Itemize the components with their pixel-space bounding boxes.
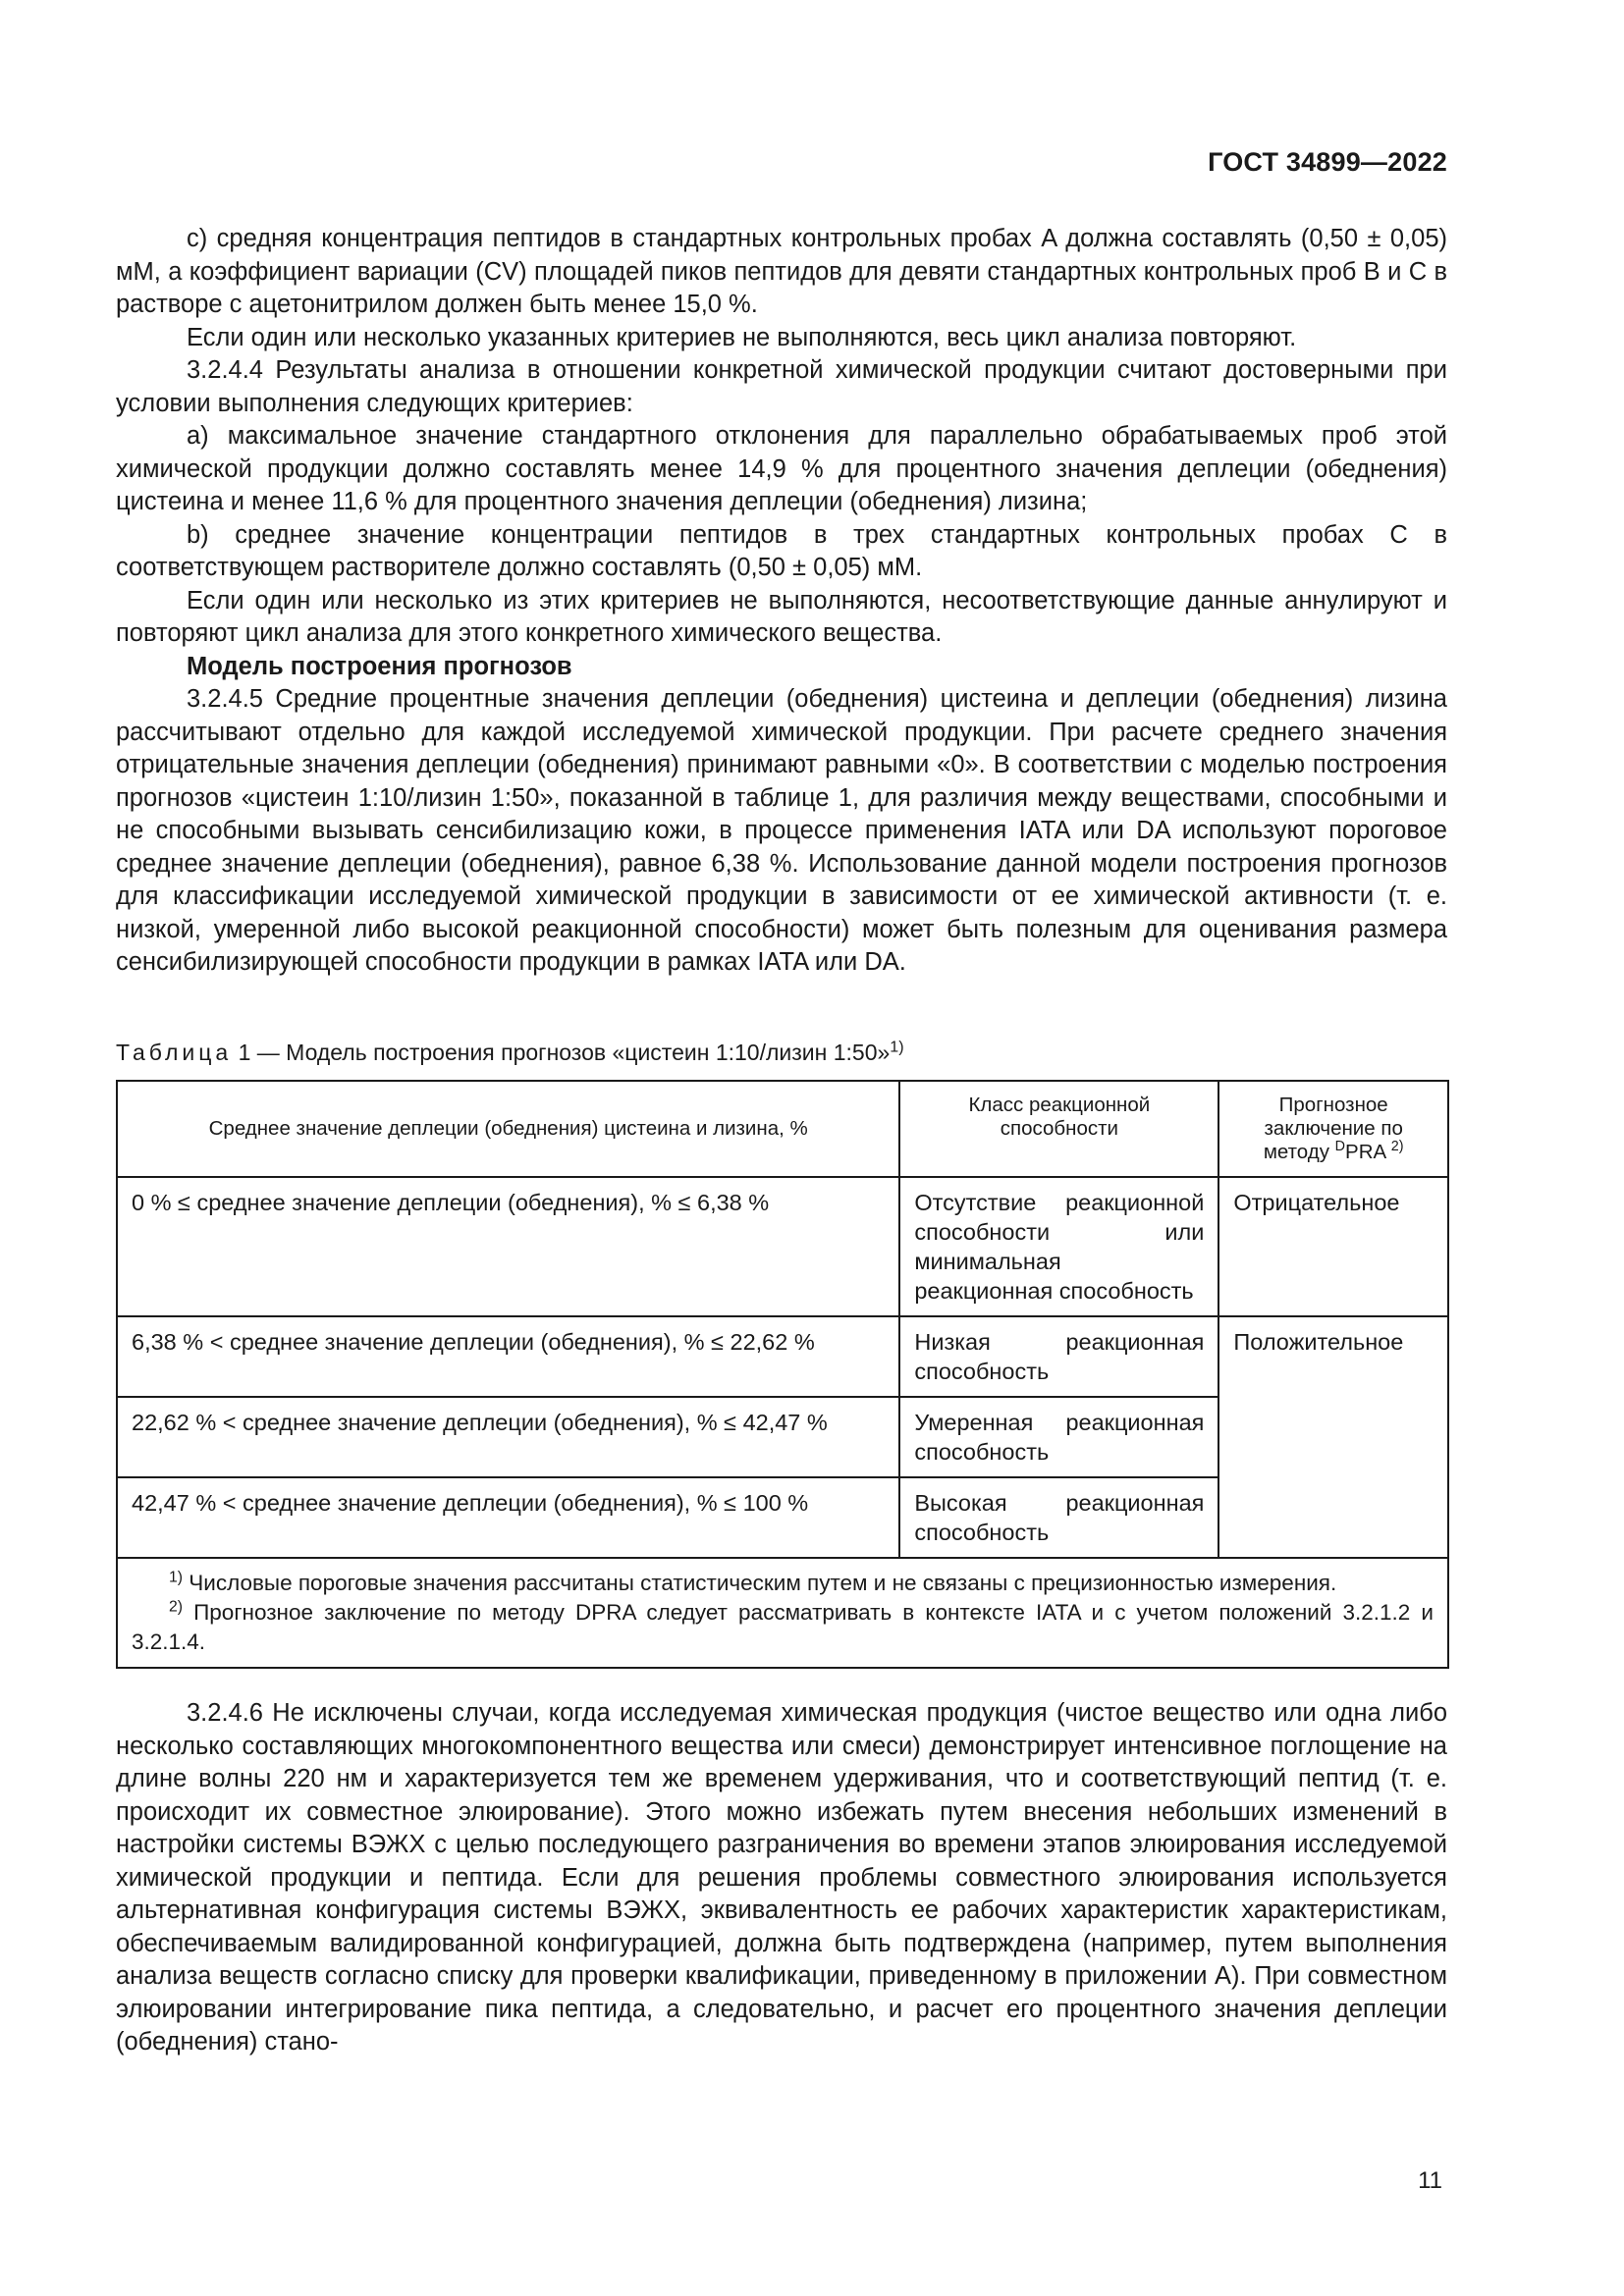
table-row <box>117 1177 1448 1316</box>
section-heading: Модель построения прогнозов <box>187 652 572 680</box>
row-range: 6,38 % < среднее значение деплеции (обеднения), % ≤ 22,62 % <box>117 1316 899 1397</box>
row-class: Низкая реакционная способность <box>899 1316 1218 1397</box>
paragraph-3-2-4-5: 3.2.4.5 Средние процентные значения деплеции (обеднения) цистеина и деплеции (обеднения) лизина рассчитывают отдельно для каждой исследуемой химической продукции. При расчете среднего значения отрицательные значения деплеции (обеднения) принимают равными «0». В соответствии с моделью построения прогнозов «цистеин 1:10/лизин 1:50», показанной в таблице 1, для различия между веществами, способными и не способными вызывать сенсибилизацию кожи, в процессе применения IATA или DA используют пороговое среднее значение деплеции (обеднения), равное 6,38 %. Использование данной модели построения прогнозов для классификации исследуемой химической продукции в зависимости от ее химической активности (т. е. низкой, умеренной либо высокой реакционной способности) может быть полезным для оценивания размера сенсибилизирующей способности продукции в рамках IATA или DA. <box>116 685 1447 976</box>
body-text-bottom <box>116 1697 1447 2059</box>
header-reactivity-class: Класс реакционной способности <box>899 1081 1218 1177</box>
table-caption-footnote-mark: 1) <box>890 1038 904 1056</box>
footnote-1-text: Числовые пороговые значения рассчитаны статистическим путем и не связаны с прецизионностью измерения. <box>183 1571 1337 1595</box>
table-row <box>117 1316 1448 1397</box>
paragraph-3-2-4-4: 3.2.4.4 Результаты анализа в отношении конкретной химической продукции считают достоверными при условии выполнения следующих критериев: <box>116 356 1447 417</box>
row-class: Умеренная реакционная способность <box>899 1397 1218 1477</box>
header-conclusion-text: Прогнозное заключение по методу <box>1263 1094 1403 1163</box>
table-footnotes <box>117 1558 1448 1668</box>
footnote-2-text: Прогнозное заключение по методу DPRA следует рассматривать в контексте IATA и с учетом положений 3.2.1.2 и 3.2.1.4. <box>132 1600 1434 1654</box>
paragraph-3-2-4-6: 3.2.4.6 Не исключены случаи, когда исследуемая химическая продукция (чистое вещество или одна либо несколько составляющих многокомпонентного вещества или смеси) демонстрирует интенсивное поглощение на длине волны 220 нм и характеризуется тем же временем удерживания, что и соответствующий пептид (т. е. происходит их совместное элюирование). Этого можно избежать путем внесения небольших изменений в настройки системы ВЭЖХ с целью последующего разграничения во времени этапов элюирования исследуемой химической продукции и пептида. Если для решения проблемы совместного элюирования используется альтернативная конфигурация системы ВЭЖХ, эквивалентность ее рабочих характеристик характеристикам, обеспечиваемым валидированной конфигурацией, должна быть подтверждена (например, путем выполнения анализа веществ согласно списку для проверки квалификации, приведенному в приложении A). При совместном элюировании интегрирование пика пептида, а следовательно, и расчет его процентного значения деплеции (обеднения) стано- <box>116 1699 1447 2056</box>
table-caption-label: Таблица <box>116 1040 233 1065</box>
paragraph-repeat-cycle: Если один или несколько указанных критериев не выполняются, весь цикл анализа повторяют. <box>187 323 1297 351</box>
table-caption-text: — Модель построения прогнозов «цистеин 1:10/лизин 1:50» <box>250 1040 891 1065</box>
row-class: Отсутствие реакционной способности или минимальная реакционная способность <box>899 1177 1218 1316</box>
header-dpra-conclusion <box>1218 1081 1448 1177</box>
row-range: 22,62 % < среднее значение деплеции (обеднения), % ≤ 42,47 % <box>117 1397 899 1477</box>
footnote-2-mark: 2) <box>169 1598 184 1616</box>
paragraph-b-criterion: b) среднее значение концентрации пептидов в трех стандартных контрольных пробах C в соответствующем растворителе должно составлять (0,50 ± 0,05) мМ. <box>116 520 1447 581</box>
footnote-1 <box>132 1569 1434 1598</box>
row-conclusion: Положительное <box>1218 1316 1448 1558</box>
row-conclusion: Отрицательное <box>1218 1177 1448 1316</box>
table-footnotes-row <box>117 1558 1448 1668</box>
row-range: 42,47 % < среднее значение деплеции (обеднения), % ≤ 100 % <box>117 1477 899 1558</box>
table-caption <box>116 1038 904 1067</box>
header-depletion-range: Среднее значение деплеции (обеднения) цистеина и лизина, % <box>117 1081 899 1177</box>
paragraph-a-criterion: a) максимальное значение стандартного отклонения для параллельно обрабатываемых проб этой химической продукции должно составлять менее 14,9 % для процентного значения деплеции (обеднения) цистеина и менее 11,6 % для процентного значения деплеции (обеднения) лизина; <box>116 422 1447 515</box>
prediction-model-table <box>116 1080 1449 1669</box>
document-code: ГОСТ 34899—2022 <box>1208 147 1447 177</box>
row-range: 0 % ≤ среднее значение деплеции (обеднения), % ≤ 6,38 % <box>117 1177 899 1316</box>
footnote-1-mark: 1) <box>169 1569 184 1586</box>
paragraph-annul-data: Если один или несколько из этих критериев не выполняются, несоответствующие данные аннулируют и повторяют цикл анализа для этого конкретного химического вещества. <box>116 586 1447 647</box>
page-number: 11 <box>1418 2167 1442 2194</box>
table-header-row <box>117 1081 1448 1177</box>
header-conclusion-tail: PRA <box>1345 1141 1386 1163</box>
table-caption-number: 1 <box>238 1040 251 1065</box>
body-text-top <box>116 223 1447 980</box>
footnote-2 <box>132 1598 1434 1657</box>
row-class: Высокая реакционная способность <box>899 1477 1218 1558</box>
header-conclusion-footnote-mark: 2) <box>1390 1139 1404 1155</box>
paragraph-c-criterion: c) средняя концентрация пептидов в стандартных контрольных пробах A должна составлять (0,50 ± 0,05) мМ, а коэффициент вариации (CV) площадей пиков пептидов для девяти стандартных контрольных проб B и C в растворе с ацетонитрилом должен быть менее 15,0 %. <box>116 225 1447 318</box>
header-conclusion-sup-d: D <box>1334 1139 1346 1155</box>
